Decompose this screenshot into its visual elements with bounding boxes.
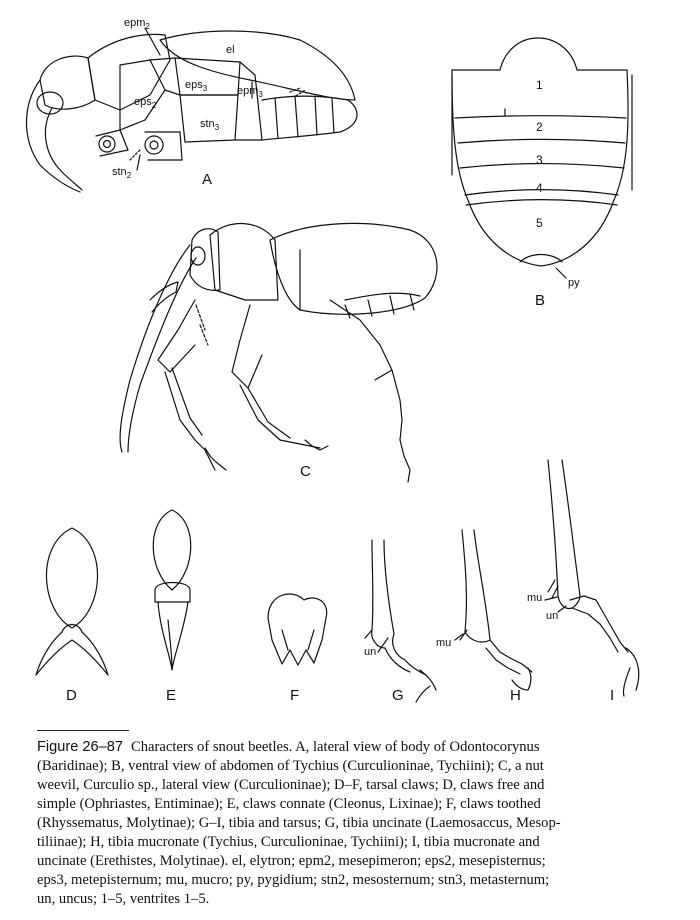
caption-line-7: uncinate (Erethistes, Molytinae). el, elytron; epm2, mesepimeron; eps2, mesepisternus;	[37, 853, 546, 869]
panel-label-g: G	[392, 687, 404, 704]
panel-label-c: C	[300, 463, 311, 480]
caption-line-3: weevil, Curculio sp., lateral view (Curculioninae); D–F, tarsal claws; D, claws free and	[37, 777, 545, 793]
label-eps2: eps$_2$	[134, 96, 157, 111]
label-i-un: un	[546, 610, 559, 622]
caption-line-9: un, uncus; 1–5, ventrites 1–5.	[37, 891, 210, 907]
panel-label-e: E	[166, 687, 177, 704]
label-py: py	[568, 277, 580, 289]
ventrite-4-label: 4	[536, 181, 543, 195]
label-leaders	[378, 597, 566, 652]
panel-label-i: I	[610, 687, 615, 704]
figure-caption	[37, 738, 677, 909]
panel-i-drawing	[548, 460, 639, 696]
ventrite-1-label: 1	[536, 78, 543, 92]
label-i-mu: mu	[527, 592, 543, 604]
label-el: el	[226, 44, 235, 56]
caption-line-4: simple (Ophriastes, Entiminae); E, claws connate (Cleonus, Lixinae); F, claws toothed	[37, 796, 541, 812]
caption-line-5: (Rhyssematus, Molytinae); G–I, tibia and tarsus; G, tibia uncinate (Laemosaccus, Mesop-	[37, 815, 561, 831]
label-eps3: eps$_3$	[185, 79, 208, 94]
caption-line-6: tiliinae); H, tibia mucronate (Tychius, Curculioninae, Tychiini); I, tibia mucronate and	[37, 834, 540, 850]
panel-label-d: D	[66, 687, 77, 704]
caption-line-2: (Baridinae); B, ventral view of abdomen of Tychius (Curculioninae, Tychiini); C, a nut	[37, 758, 544, 774]
panel-f-drawing	[268, 594, 327, 665]
caption-rule	[37, 730, 129, 731]
panel-label-h: H	[510, 687, 521, 704]
figure-number: Figure 26–87	[37, 739, 124, 755]
label-g-un: un	[364, 646, 377, 658]
label-epm3: epm$_3$	[237, 85, 263, 100]
panel-a-drawing	[27, 28, 358, 192]
ventrite-3-label: 3	[536, 153, 543, 167]
caption-line-8: eps3, metepisternum; mu, mucro; py, pygidium; stn2, mesosternum; stn3, metasternum;	[37, 872, 550, 888]
panel-g-drawing	[365, 540, 436, 702]
panel-label-b: B	[535, 292, 546, 309]
panel-label-f: F	[290, 687, 300, 704]
caption-line-1: Figure 26–87 Characters of snout beetles. A, lateral view of body of Odontocorynus	[37, 739, 540, 755]
panel-c-drawing	[120, 223, 437, 482]
panel-e-drawing	[153, 510, 191, 670]
panel-d-drawing	[36, 528, 108, 675]
ventrite-2-label: 2	[536, 120, 543, 134]
label-stn2: stn$_2$	[112, 166, 132, 181]
panel-h-drawing	[460, 530, 532, 690]
label-h-mu: mu	[436, 637, 452, 649]
label-epm2: epm$_2$	[124, 17, 150, 32]
ventrite-5-label: 5	[536, 216, 543, 230]
label-stn3: stn$_3$	[200, 118, 220, 133]
panel-label-a: A	[202, 171, 213, 188]
